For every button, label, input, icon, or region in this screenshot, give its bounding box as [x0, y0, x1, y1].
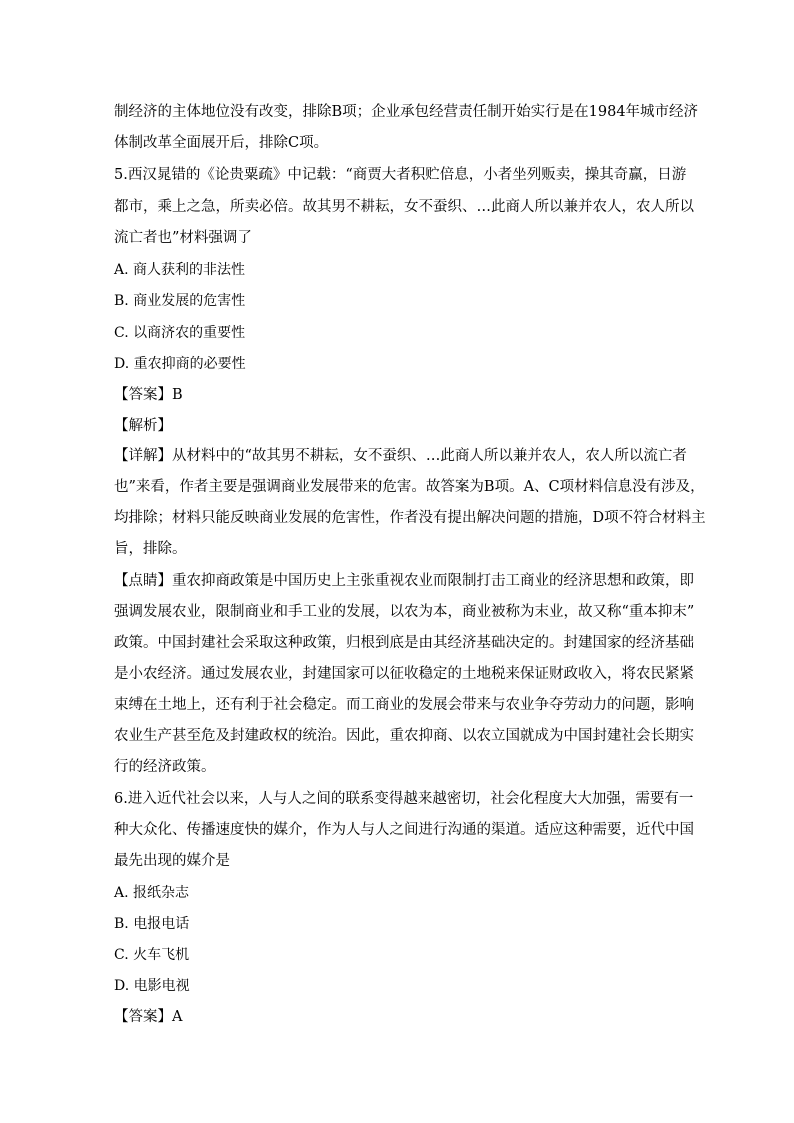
- option-a: A. 商人获利的非法性: [114, 262, 246, 278]
- question-6-stem: 种大众化、传播速度快的媒介，作为人与人之间进行沟通的渠道。适应这种需要，近代中国: [114, 822, 694, 838]
- note-text: 【点睛】重农抑商政策是中国历史上主张重视农业而限制打击工商业的经济思想和政策，即: [114, 573, 694, 589]
- option-c: C. 火车飞机: [114, 947, 190, 963]
- note-text: 强调发展农业，限制商业和手工业的发展，以农为本，商业被称为末业，故又称“重本抑末”: [114, 604, 695, 620]
- option-d: D. 电影电视: [114, 978, 190, 994]
- explanation-text: 均排除；材料只能反映商业发展的危害性，作者没有提出解决问题的措施，D项不符合材料主: [114, 510, 706, 526]
- question-5-stem: 都市，乘上之急，所卖必倍。故其男不耕耘，女不蚕织、…此商人所以兼并农人，农人所以: [114, 199, 694, 215]
- option-b: B. 商业发展的危害性: [114, 293, 246, 309]
- option-d: D. 重农抑商的必要性: [114, 356, 246, 372]
- option-b: B. 电报电话: [114, 916, 190, 932]
- explanation-text: 也”来看，作者主要是强调商业发展带来的危害。故答案为B项。A、C项材料信息没有涉及，: [114, 479, 705, 495]
- analysis-heading: 【解析】: [114, 418, 172, 434]
- note-text: 农业生产甚至危及封建政权的统治。因此，重农抑商、以农立国就成为中国封建社会长期实: [114, 728, 694, 744]
- note-text: 是小农经济。通过发展农业，封建国家可以征收稳定的土地税来保证财政收入，将农民紧紧: [114, 666, 694, 682]
- question-6-stem: 6.进入近代社会以来，人与人之间的联系变得越来越密切，社会化程度大大加强，需要有一: [114, 791, 694, 807]
- explanation-text: 旨，排除。: [114, 541, 187, 557]
- question-6-stem: 最先出现的媒介是: [114, 853, 230, 869]
- question-5-stem: 流亡者也”材料强调了: [114, 230, 252, 246]
- answer-label: 【答案】A: [114, 1009, 183, 1025]
- note-text: 行的经济政策。: [114, 759, 216, 775]
- option-a: A. 报纸杂志: [114, 885, 190, 901]
- explanation-text: 【详解】从材料中的“故其男不耕耘，女不蚕织、…此商人所以兼并农人，农人所以流亡者: [114, 448, 687, 464]
- question-5-stem: 5.西汉晁错的《论贵粟疏》中记载：“商贾大者积贮倍息，小者坐列贩卖，操其奇赢，日游: [114, 167, 687, 183]
- note-text: 束缚在土地上，还有利于社会稳定。而工商业的发展会带来与农业争夺劳动力的问题，影响: [114, 697, 694, 713]
- option-c: C. 以商济农的重要性: [114, 325, 246, 341]
- note-text: 政策。中国封建社会采取这种政策，归根到底是由其经济基础决定的。封建国家的经济基础: [114, 635, 694, 651]
- text-line: 制经济的主体地位没有改变，排除B项；企业承包经营责任制开始实行是在1984年城市经济: [114, 104, 699, 120]
- answer-label: 【答案】B: [114, 387, 183, 403]
- text-line: 体制改革全面展开后，排除C项。: [114, 135, 329, 151]
